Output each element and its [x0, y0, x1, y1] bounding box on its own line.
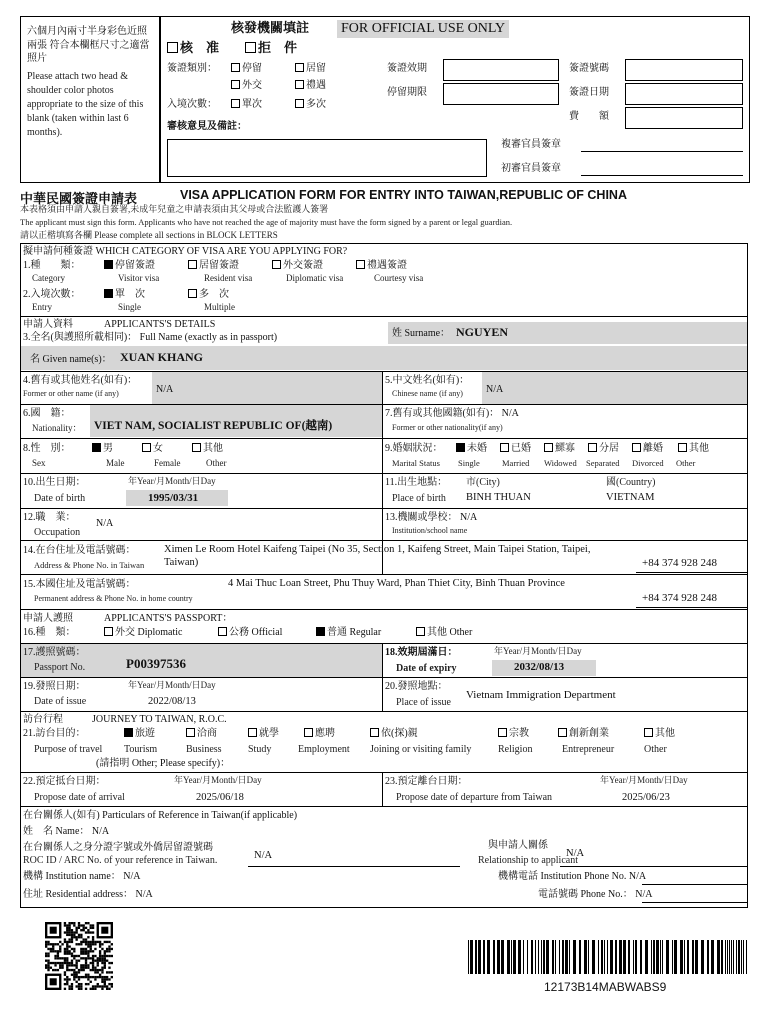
- divider: [20, 574, 748, 575]
- reference-relation-label: 與申請人關係: [488, 840, 548, 851]
- pob-label: 11.出生地點：: [385, 477, 448, 488]
- reference-phone-label: 電話號碼 Phone No.： N/A: [538, 889, 653, 900]
- official-duration-label: 停留期限: [387, 87, 427, 98]
- official-title-zh: 核發機關填註: [231, 20, 310, 35]
- arrival-label-en: Propose date of arrival: [34, 792, 125, 803]
- pob-label-en: Place of birth: [392, 493, 446, 504]
- purpose-study-checkbox[interactable]: 就學: [248, 728, 279, 739]
- official-visa-no-label: 簽證號碼: [569, 63, 609, 74]
- purpose-business-checkbox[interactable]: 洽商: [186, 728, 217, 739]
- home-phone-line: [636, 607, 747, 608]
- marital-label: 9.婚姻狀況：: [385, 443, 443, 454]
- dob-format: 年Year/月Month/日Day: [128, 476, 216, 486]
- official-visa-date-field[interactable]: [625, 83, 743, 105]
- sex-label: 8.性 別：: [23, 443, 71, 454]
- entry-multiple-en: Multiple: [204, 302, 235, 312]
- institution-value[interactable]: N/A: [460, 512, 478, 523]
- reference-addr-label: 住址 Residential address： N/A: [23, 889, 153, 900]
- departure-label-en: Propose date of departure from Taiwan: [396, 792, 553, 803]
- nationality-label: 6.國 籍：: [23, 408, 71, 419]
- category-entry-label: 2.入境次數：: [23, 289, 81, 300]
- given-label: 名 Given name(s)：: [30, 354, 112, 365]
- official-title-en: FOR OFFICIAL USE ONLY: [337, 20, 509, 38]
- kind-visitor-en: Visitor visa: [118, 273, 160, 283]
- journey-header-zh: 訪台行程: [23, 714, 63, 725]
- fullname-label: 3.全名(與護照所載相同)： Full Name (exactly as in passport): [23, 332, 278, 343]
- divider: [20, 316, 748, 317]
- purpose-business-en: Business: [186, 744, 222, 755]
- official-type-courtesy[interactable]: 禮遇: [295, 80, 326, 91]
- reference-id-label-en: ROC ID / ARC No. of your reference in Taiwan.: [23, 855, 218, 866]
- official-reviewer-line[interactable]: [581, 151, 743, 152]
- passport-no-value[interactable]: P00397536: [126, 656, 186, 671]
- reference-inst-label: 機構 Institution name： N/A: [23, 871, 141, 882]
- official-type-stay[interactable]: 停留: [231, 63, 262, 74]
- purpose-employment-checkbox[interactable]: 應聘: [304, 728, 335, 739]
- barcode-text: 12173B14MABWABS9: [544, 980, 667, 994]
- pob-country-value[interactable]: VIETNAM: [606, 492, 655, 503]
- official-validity-field[interactable]: [443, 59, 559, 81]
- reference-name-label: 姓 名 Name： N/A: [23, 826, 110, 837]
- official-type-resident[interactable]: 居留: [295, 63, 326, 74]
- marital-widowed-en: Widowed: [544, 458, 577, 468]
- home-address-value[interactable]: 4 Mai Thuc Loan Street, Phu Thuy Ward, Phan Thiet City, Binh Thuan Province: [228, 578, 565, 589]
- tw-address-line1[interactable]: Ximen Le Room Hotel Kaifeng Taipei (No 35, Section 1, Kaifeng Street, Main Taipei Station, Taipei,: [164, 544, 591, 555]
- home-address-label: 15.本國住址及電話號碼：: [23, 579, 136, 590]
- marital-single-en: Single: [458, 458, 480, 468]
- divider: [20, 438, 748, 439]
- kind-diplomatic-en: Diplomatic visa: [286, 273, 344, 283]
- reference-relation-label-en: Relationship to applicant: [478, 855, 578, 866]
- expiry-label-en: Date of expiry: [396, 663, 457, 674]
- arrival-format: 年Year/月Month/日Day: [174, 775, 262, 785]
- official-entry-single[interactable]: 單次: [231, 99, 262, 110]
- surname-label: 姓 Surname：: [392, 328, 451, 339]
- former-name-label-en: Former or other name (if any): [23, 389, 119, 398]
- tw-phone-value[interactable]: +84 374 928 248: [642, 557, 717, 569]
- former-name-cell: [152, 372, 382, 404]
- former-nat-value[interactable]: N/A: [501, 408, 519, 419]
- former-nat-label-en: Former or other nationality(if any): [392, 423, 503, 432]
- former-name-label: 4.舊有或其他姓名(如有)：: [23, 375, 138, 386]
- divider: [20, 806, 748, 807]
- purpose-employment-en: Employment: [298, 744, 350, 755]
- reference-id-label: 在台關係人之身分證字號或外僑居留證號碼: [23, 842, 213, 853]
- marital-widowed-checkbox[interactable]: 鰥寡: [544, 443, 575, 454]
- official-visa-type-label: 簽證類別：: [167, 63, 217, 74]
- given-value[interactable]: XUAN KHANG: [120, 350, 203, 364]
- chinese-name-label: 5.中文姓名(如有)：: [385, 375, 470, 386]
- official-visa-date-label: 簽證日期: [569, 87, 609, 98]
- reference-phone-line: [642, 902, 747, 903]
- chinese-name-cell: [482, 372, 747, 404]
- divider: [20, 508, 748, 509]
- reject-label: 拒 件: [258, 40, 298, 55]
- dob-label: 10.出生日期：: [23, 477, 86, 488]
- arrival-value[interactable]: 2025/06/18: [196, 792, 244, 803]
- official-review-label: 審核意見及備註：: [167, 121, 247, 132]
- tw-address-label: 14.在台住址及電話號碼：: [23, 545, 136, 556]
- reference-relation-value[interactable]: N/A: [566, 848, 585, 859]
- former-nat-label: 7.舊有或其他國籍(如有)： N/A: [385, 408, 519, 419]
- marital-married-checkbox[interactable]: 已婚: [500, 443, 531, 454]
- category-header: 擬申請何種簽證 WHICH CATEGORY OF VISA ARE YOU APPLYING FOR?: [23, 246, 348, 257]
- photo-box: [20, 16, 160, 183]
- tw-address-line2[interactable]: Taiwan): [164, 557, 199, 568]
- official-validity-label: 簽證效期: [387, 63, 427, 74]
- issue-date-label: 19.發照日期：: [23, 681, 86, 692]
- kind-courtesy-checkbox[interactable]: 禮遇簽證: [356, 260, 407, 271]
- barcode: [468, 940, 750, 974]
- entry-single-en: Single: [118, 302, 142, 312]
- purpose-specify-field[interactable]: (請指明 Other; Please specify)：: [96, 758, 231, 769]
- purpose-label: 21.訪台目的：: [23, 728, 86, 739]
- tw-address-label-en: Address & Phone No. in Taiwan: [34, 560, 145, 570]
- applicant-header-zh: 申請人資料: [23, 319, 73, 330]
- institution-label: 13.機關或學校： N/A: [385, 512, 478, 523]
- official-fee-label: 費 額: [569, 111, 609, 122]
- sex-male-checkbox[interactable]: 男: [92, 443, 113, 454]
- sex-female-en: Female: [154, 458, 181, 468]
- home-phone-value[interactable]: +84 374 928 248: [642, 592, 717, 604]
- purpose-entrepreneur-checkbox[interactable]: 創新創業: [558, 728, 609, 739]
- marital-separated-en: Separated: [586, 458, 620, 468]
- form-title-zh: 中華民國簽證申請表: [20, 191, 138, 206]
- issue-place-label: 20.發照地點：: [385, 681, 448, 692]
- nationality-value[interactable]: VIET NAM, SOCIALIST REPUBLIC OF(越南): [94, 420, 333, 432]
- passport-regular-checkbox[interactable]: 普通 Regular: [316, 627, 381, 638]
- kind-visitor-checkbox[interactable]: 停留簽證: [104, 260, 155, 271]
- reference-addr-value[interactable]: N/A: [135, 889, 153, 900]
- category-kind-label: 1.種 類：: [23, 260, 81, 271]
- reference-inst-value[interactable]: N/A: [123, 871, 141, 882]
- sex-label-en: Sex: [32, 458, 46, 468]
- departure-value[interactable]: 2025/06/23: [622, 792, 670, 803]
- purpose-other-checkbox[interactable]: 其他: [644, 728, 675, 739]
- dob-value[interactable]: 1995/03/31: [148, 492, 199, 504]
- purpose-entrepreneur-en: Entrepreneur: [562, 744, 615, 755]
- sex-male-en: Male: [106, 458, 125, 468]
- purpose-other-en: Other: [644, 744, 667, 755]
- arrival-label: 22.預定抵台日期：: [23, 776, 106, 787]
- kind-courtesy-en: Courtesy visa: [374, 273, 424, 283]
- reference-relation-line: [560, 866, 747, 867]
- marital-other-en: Other: [676, 458, 696, 468]
- occupation-label-en: Occupation: [34, 527, 81, 538]
- photo-note-zh: 六個月內兩寸半身彩色近照兩張 符合本欄框尺寸之適當照片: [27, 26, 150, 64]
- applicant-header-en: APPLICANTS'S DETAILS: [104, 319, 216, 330]
- purpose-study-en: Study: [248, 744, 272, 755]
- instruction-2: The applicant must sign this form. Applicants who have not reached the age of majority must have the form signed by a parent or legal guardian.: [20, 217, 513, 227]
- marital-separated-checkbox[interactable]: 分居: [588, 443, 619, 454]
- marital-label-en: Marital Status: [392, 458, 440, 468]
- purpose-religion-en: Religion: [498, 744, 533, 755]
- chinese-name-value[interactable]: N/A: [486, 384, 504, 395]
- divider: [20, 609, 748, 610]
- marital-other-checkbox[interactable]: 其他: [678, 443, 709, 454]
- official-entry-multiple[interactable]: 多次: [295, 99, 326, 110]
- pob-city-value[interactable]: BINH THUAN: [466, 492, 531, 503]
- kind-diplomatic-checkbox[interactable]: 外交簽證: [272, 260, 323, 271]
- entry-multiple-checkbox[interactable]: 多 次: [188, 289, 229, 300]
- official-visa-no-field[interactable]: [625, 59, 743, 81]
- dob-label-en: Date of birth: [34, 493, 86, 504]
- official-reviewer-label: 複審官員簽章: [501, 139, 561, 150]
- instruction-3: 請以正楷填寫各欄 Please complete all sections in BLOCK LETTERS: [20, 230, 278, 240]
- divider: [382, 772, 383, 806]
- purpose-label-en: Purpose of travel: [34, 744, 103, 755]
- home-address-label-en: Permanent address & Phone No. in home country: [34, 594, 193, 603]
- passport-other-checkbox[interactable]: 其他 Other: [416, 627, 472, 638]
- expiry-label: 18.效期屆滿日：: [385, 647, 458, 658]
- purpose-tourism-checkbox[interactable]: 旅遊: [124, 728, 155, 739]
- pob-country-label: 國(Country): [606, 477, 656, 488]
- occupation-label: 12.職 業：: [23, 512, 76, 523]
- chinese-name-label-en: Chinese name (if any): [392, 389, 463, 398]
- divider: [20, 540, 748, 541]
- photo-note-en: Please attach two head & shoulder color photos appropriate to the size of this blank (taken within last 6 months).: [27, 70, 144, 138]
- purpose-family-checkbox[interactable]: 依(探)親: [370, 728, 418, 739]
- official-reject-checkbox[interactable]: [245, 41, 297, 55]
- issue-date-label-en: Date of issue: [34, 696, 87, 707]
- reference-name-value[interactable]: N/A: [91, 826, 110, 837]
- institution-label-en: Institution/school name: [392, 526, 468, 535]
- former-name-value[interactable]: N/A: [156, 384, 174, 395]
- issue-date-value[interactable]: 2022/08/13: [148, 696, 196, 707]
- passport-header-en: APPLICANTS'S PASSPORT：: [104, 613, 233, 624]
- marital-divorced-en: Divorced: [632, 458, 664, 468]
- reference-id-line: [248, 866, 460, 867]
- qr-code: [40, 922, 118, 990]
- expiry-value[interactable]: 2032/08/13: [514, 661, 565, 673]
- passport-header-zh: 申請人護照: [23, 613, 73, 624]
- official-initial-reviewer-line[interactable]: [581, 175, 743, 176]
- reference-header: 在台關係人(如有) Particulars of Reference in Taiwan(if applicable): [23, 810, 298, 821]
- reference-inst-phone-label: 機構電話 Institution Phone No. N/A: [498, 871, 647, 882]
- official-fee-field[interactable]: [625, 107, 743, 129]
- issue-place-value[interactable]: Vietnam Immigration Department: [466, 689, 616, 701]
- passport-official-checkbox[interactable]: 公務 Official: [218, 627, 282, 638]
- issue-place-label-en: Place of issue: [396, 697, 451, 708]
- kind-resident-en: Resident visa: [204, 273, 253, 283]
- instruction-1: 本表格須由申請人親自簽署,未成年兒童之申請表須由其父母或合法監護人簽署: [20, 204, 329, 214]
- marital-married-en: Married: [502, 458, 530, 468]
- sex-female-checkbox[interactable]: 女: [142, 443, 163, 454]
- approve-label: 核 准: [180, 40, 220, 55]
- official-type-diplomatic[interactable]: 外交: [231, 80, 262, 91]
- passport-diplomatic-checkbox[interactable]: 外交 Diplomatic: [104, 627, 183, 638]
- divider: [20, 677, 748, 678]
- reference-inst-phone-value[interactable]: N/A: [628, 871, 647, 882]
- issue-date-format: 年Year/月Month/日Day: [128, 680, 216, 690]
- reference-id-value[interactable]: N/A: [254, 850, 273, 861]
- passport-type-label: 16.種 類：: [23, 627, 76, 638]
- divider: [20, 711, 748, 712]
- tw-phone-line: [636, 572, 747, 573]
- official-review-field[interactable]: [167, 139, 487, 177]
- entry-single-checkbox[interactable]: 單 次: [104, 289, 145, 300]
- divider: [20, 772, 748, 773]
- reference-inst-phone-line: [642, 884, 747, 885]
- surname-value[interactable]: NGUYEN: [456, 325, 509, 339]
- nationality-label-en: Nationality：: [32, 423, 82, 433]
- purpose-tourism-en: Tourism: [124, 744, 158, 755]
- form-title-en: VISA APPLICATION FORM FOR ENTRY INTO TAIWAN,REPUBLIC OF CHINA: [180, 188, 627, 202]
- category-kind-label-en: Category: [32, 273, 65, 283]
- official-initial-reviewer-label: 初審官員簽章: [501, 163, 561, 174]
- purpose-religion-checkbox[interactable]: 宗教: [498, 728, 529, 739]
- pob-city-label: 市(City): [466, 477, 500, 488]
- departure-label: 23.預定離台日期：: [385, 776, 468, 787]
- sex-other-checkbox[interactable]: 其他: [192, 443, 223, 454]
- occupation-value[interactable]: N/A: [96, 518, 114, 529]
- official-entries-label: 入境次數：: [167, 99, 217, 110]
- official-duration-field[interactable]: [443, 83, 559, 105]
- purpose-family-en: Joining or visiting family: [370, 744, 472, 755]
- marital-divorced-checkbox[interactable]: 離婚: [632, 443, 663, 454]
- expiry-format: 年Year/月Month/日Day: [494, 646, 582, 656]
- passport-no-label: 17.護照號碼：: [23, 647, 86, 658]
- official-approve-checkbox[interactable]: [167, 41, 219, 55]
- passport-no-label-en: Passport No.: [34, 662, 86, 673]
- departure-format: 年Year/月Month/日Day: [600, 775, 688, 785]
- official-use-box: [160, 16, 750, 183]
- kind-resident-checkbox[interactable]: 居留簽證: [188, 260, 239, 271]
- marital-single-checkbox[interactable]: 未婚: [456, 443, 487, 454]
- divider: [20, 473, 748, 474]
- journey-header-en: JOURNEY TO TAIWAN, R.O.C.: [92, 714, 227, 725]
- sex-other-en: Other: [206, 458, 227, 468]
- reference-phone-value[interactable]: N/A: [635, 889, 653, 900]
- category-entry-label-en: Entry: [32, 302, 52, 312]
